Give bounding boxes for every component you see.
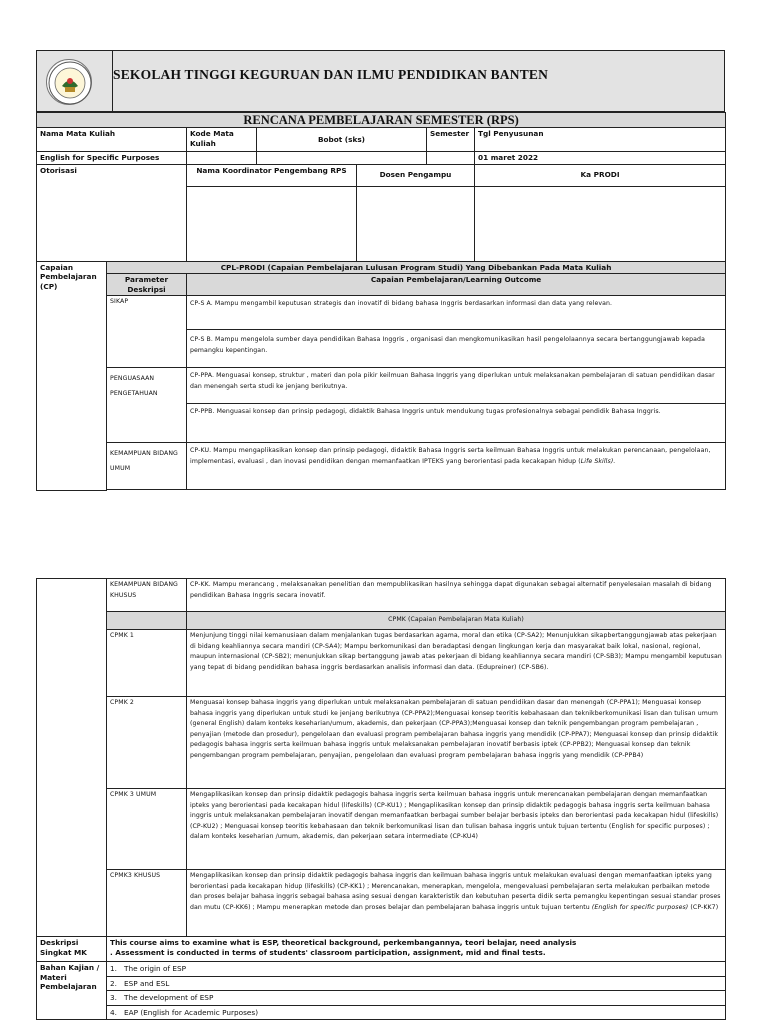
label-course-code: Kode Mata Kuliah xyxy=(187,128,257,152)
document-title: RENCANA PEMBELAJARAN SEMESTER (RPS) xyxy=(243,113,519,127)
cp-ku: CP-KU. Mampu mengaplikasikan konsep dan prinsip pedagogi, didaktik Bahasa Inggris serta keilmuan Bahasa Inggris untuk melakukan perencanaan, pengelolaan, implementasi, evaluasi , dan inovasi pendidikan dengan memanfaatkan IPTEKS yang berorientasi pada kecakapan hidup (Life Skills). xyxy=(187,443,726,490)
cpmk-2-code: CPMK 2 xyxy=(107,697,187,789)
label-coordinator: Nama Koordinator Pengembang RPS xyxy=(187,164,357,186)
cp-sa: CP-S A. Mampu mengambil keputusan strategis dan inovatif di bidang bahasa Inggris berdasarkan informasi dan data yang relevan. xyxy=(187,296,726,330)
label-course-name: Nama Mata Kuliah xyxy=(37,128,187,152)
value-course-name: English for Specific Purposes xyxy=(37,152,187,165)
course-description: This course aims to examine what is ESP, theoretical background, perkembangannya, teori belajar, need analysis . Assessment is conducted in terms of students' classroom participation, assignment, mid and final tests. xyxy=(107,937,726,962)
param-bidang-umum: KEMAMPUAN BIDANG UMUM xyxy=(107,443,187,490)
label-description: Deskripsi Singkat MK xyxy=(37,937,107,962)
label-credits: Bobot (sks) xyxy=(257,128,427,152)
cpmk-3k-text: Mengaplikasikan konsep dan prinsip didaktik pedagogis bahasa inggris dan keilmuan bahasa inggris untuk melakukan evaluasi dengan memanfaatkan ipteks yang berorientasi pada kecakapan hidup (lifeskills) (CP-KK1) ; Merencanakan, menerapkan, mengelola, mengevaluasi pembelajaran serta melakukan perbaikan metode dan proses belajar bahasa inggris sebagai bahasa asing sesuai dengan karakteristik dan kebutuhan peserta didik serta pemangku kepentingan sesuai standar proses dan mutu (CP-KK6) ; Mampu menerapkan metode dan proses belajar dan pembelajaran bahasa inggris untuk tujuan tertentu (English for specific purposes) (CP-KK7) xyxy=(187,870,726,937)
param-pengetahuan: PENGUASAAN PENGETAHUAN xyxy=(107,368,187,443)
institution-header xyxy=(36,50,725,112)
param-bidang-khusus: KEMAMPUAN BIDANG KHUSUS xyxy=(107,579,187,612)
rps-table-continued xyxy=(36,578,726,1020)
rps-page-2 xyxy=(36,578,725,1020)
cpmk-1-text: Menjunjung tinggi nilai kemanusiaan dalam menjalankan tugas berdasarkan agama, moral dan etika (CP-SA2); Menunjukkan sikapbertanggungjawab atas pekerjaan di bidang keahliannya secara mandiri (CP-SA4); Mampu berkomunikasi dan beradaptasi dengan lingkungan kerja dan masyarakat baik lokal, nasional, regional, maupun internasional (CP-SB2); menunjukkan sikap bertanggung jawab atas pekerjaan di bidang keahliannya secara mandiri (CP-SB3); Mampu mengambil keputusan yang tepat di bidang pendidikan bahasa inggris berdasarkan analisis informasi dan data. (Edupreiner) (CP-SB6). xyxy=(187,630,726,697)
list-item: 4. EAP (English for Academic Purposes) xyxy=(110,1007,259,1017)
cp-ppb: CP-PPB. Menguasai konsep dan prinsip pedagogi, didaktik Bahasa Inggris untuk mendukung tugas profesionalnya sebagai pendidik Bahasa Inggris. xyxy=(187,404,726,443)
cpmk-3k-code: CPMK3 KHUSUS xyxy=(107,870,187,937)
materials-list xyxy=(107,962,726,1020)
cpl-heading: CPL-PRODI (Capaian Pembelajaran Lulusan Program Studi) Yang Dibebankan Pada Mata Kuliah xyxy=(107,261,726,274)
cpmk-1-code: CPMK 1 xyxy=(107,630,187,697)
cpmk-2-text: Menguasai konsep bahasa inggris yang diperlukan untuk melaksanakan pembelajaran di satuan pendidikan dasar dan menengah (CP-PPA1); Menguasai konsep bahasa inggris yang diperlukan untuk studi ke jenjang berikutnya (CP-PPA2);Menguasai konsep teoritis kebahasaan dan teknikberkomunikasi lisan dan tulisan umum (general English) dalam konteks keseharian/umum, akademis, dan pekerjaan (CP-PPA3);Menguasai konsep dan teknik pengembangan program pembelajaran , penyajian (metode dan prosedur), pengelolaan dan evaluasi program pembelajaran bahasa inggris yang mendidik (CP-PPA7); Menguasai konsep dan prinsip didaktik pedagogis bahasa inggris serta keilmuan bahasa inggris untuk melaksanakan pembelajaran inovatif berbasis iptek (CP-PPB2); Menguasai konsep dan teknik pengembangan program pembelajaran, penyajian, pengelolaan dan evaluasi program pembelajaran bahasa inggris yang mendidik (CP-PPB4) xyxy=(187,697,726,789)
cp-kk: CP-KK. Mampu merancang , melaksanakan penelitian dan mempublikasikan hasilnya sehingga dapat digunakan sebagai alternatif penyelesaian masalah di bidang pendidikan Bahasa Inggris secara inovatif. xyxy=(187,579,726,612)
institution-logo xyxy=(46,59,92,105)
label-materials: Bahan Kajian / Materi Pembelajaran xyxy=(37,962,107,1020)
param-sikap: SIKAP xyxy=(107,296,187,368)
label-lecturer: Dosen Pengampu xyxy=(357,164,475,186)
institution-name: SEKOLAH TINGGI KEGURUAN DAN ILMU PENDIDIKAN BANTEN xyxy=(113,67,549,82)
label-semester: Semester xyxy=(427,128,475,152)
outcome-header: Capaian Pembelajaran/Learning Outcome xyxy=(187,274,726,296)
lecturer-signature-box xyxy=(357,186,475,261)
cp-sb: CP-S B. Mampu mengelola sumber daya pendidikan Bahasa Inggris , organisasi dan mengkomunikasikan hasil pengelolaannya secara bertanggungjawab kepada pemangku kepentingan. xyxy=(187,330,726,368)
list-item: 3. The development of ESP xyxy=(107,991,725,1006)
list-item: 2. ESP and ESL xyxy=(107,977,725,992)
label-date: Tgl Penyusunan xyxy=(475,128,726,152)
cpmk-heading: CPMK (Capaian Pembelajaran Mata Kuliah) xyxy=(187,612,726,630)
rps-page-1 xyxy=(36,50,725,491)
cpmk-3-code: CPMK 3 UMUM xyxy=(107,789,187,870)
cpmk-3-text: Mengaplikasikan konsep dan prinsip didaktik pedagogis bahasa inggris serta keilmuan bahasa inggris untuk merencanakan pembelajaran dengan memanfaatkan ipteks yang berorientasi pada kecakapan hidul (lifeskills) (CP-KU1) ; Mengaplikasikan konsep dan prinsip didaktik pedagogis bahasa inggris serta keilmuan bahasa inggris untuk melaksanakan pembelajaran inovatif dengan memanfaatkan berbagai sumber belajar berbasis ipteks dan berorientasi pada kecakapan hidul (lifeskills) (CP-KU2) ; Menguasai konsep teoritis kebahasaan dan teknik berkomunikasi lisan dan tulisan bahasa inggris untuk tujuan tertentu (English for specific purposes) ; dalam konteks keseharian /umum, akademis, dan pekerjaan setara intermediate (CP-KU4) xyxy=(187,789,726,870)
head-signature-box xyxy=(475,186,726,261)
list-item: 1. The origin of ESP xyxy=(107,962,725,977)
rps-table xyxy=(36,112,726,491)
label-authorization: Otorisasi xyxy=(37,164,187,261)
label-head: Ka PRODI xyxy=(475,164,726,186)
value-date: 01 maret 2022 xyxy=(475,152,726,165)
param-header: Parameter Deskripsi xyxy=(107,274,187,296)
coordinator-signature-box xyxy=(187,186,357,261)
cp-ppa: CP-PPA. Menguasai konsep, struktur , materi dan pola pikir keilmuan Bahasa Inggris yang diperlukan untuk melaksanakan pembelajaran di satuan pendidikan dasar dan menengah serta studi ke jenjang berikutnya. xyxy=(187,368,726,404)
label-cp: Capaian Pembelajaran (CP) xyxy=(37,261,107,490)
